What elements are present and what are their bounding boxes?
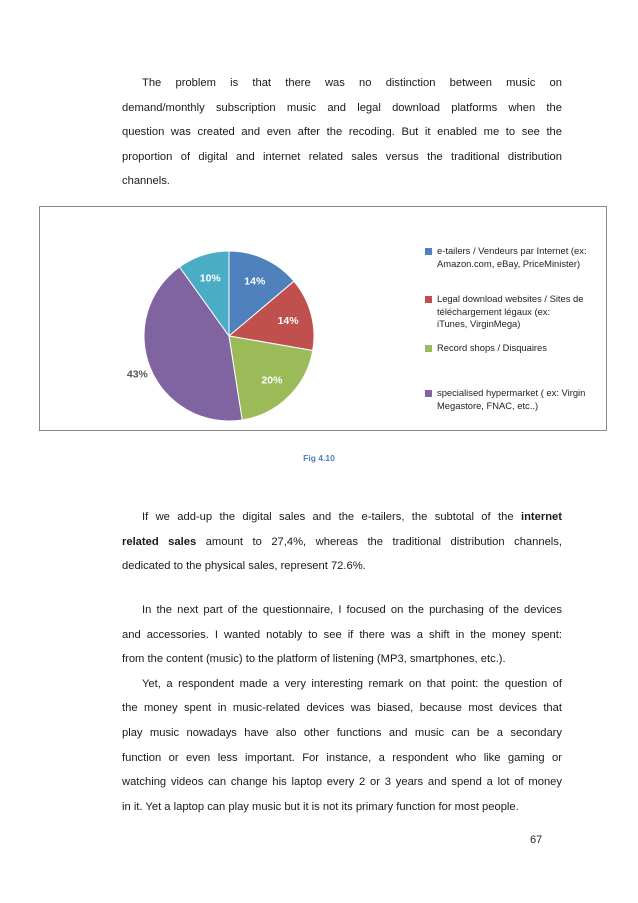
legend-swatch [425,248,432,255]
text-line: function or even less important. For instance, a respondent who like gaming or [122,751,562,764]
data-label: 14% [244,275,266,288]
text-line: The problem is that there was no distinction between music on [142,77,562,89]
text-line [122,505,562,530]
data-label: 10% [199,272,221,285]
text-line: demand/monthly subscription music and legal download platforms when the [122,101,562,114]
text-line: proportion of digital and internet related sales versus the traditional distribution [122,150,562,163]
legend-label: Record shops / Disquaires [437,342,547,353]
legend-label: Legal download websites / Sites de [437,293,584,304]
text-line [122,530,562,555]
page-number: 67 [530,834,543,846]
paragraph-devices [122,598,562,819]
legend-label: iTunes, VirginMega) [437,318,521,330]
text-line: dedicated to the physical sales, represent 72.6%. [122,560,366,573]
text-run: amount to 27,4%, whereas the traditional distribution channels, [205,535,562,548]
text-run: If we add-up the digital sales and the e-tailers, the subtotal of the [142,511,514,523]
data-label: 43% [126,368,148,381]
paragraph-intro [122,71,562,194]
text-line: In the next part of the questionnaire, I focused on the purchasing of the devices [142,604,562,616]
legend-item-record-shops [425,342,601,355]
text-line: play music nowadays have also other functions and music can be a secondary [122,726,562,739]
pie-chart-frame [39,206,607,431]
bold-term: related sales [122,535,197,548]
text-line: the money spent in music-related devices was biased, because most devices that [122,702,562,715]
legend-swatch [425,390,432,397]
legend-label: Megastore, FNAC, etc..) [437,399,539,411]
legend-item-hypermarket [425,387,601,412]
figure-caption: Fig 4.10 [303,453,335,463]
text-line: question was created and even after the recoding. But it enabled me to see the [122,126,562,139]
legend-swatch [425,296,432,303]
text-line: watching videos can change his laptop every 2 or 3 years and spend a lot of money [122,776,562,789]
legend-swatch [425,345,432,352]
legend-label: specialised hypermarket ( ex: Virgin [437,387,586,398]
legend-item-etailers [425,245,601,270]
bold-term: internet [520,511,562,523]
legend-label: Amazon.com, eBay, PriceMinister) [437,257,581,269]
text-line: and accessories. I wanted notably to see if there was a shift in the money spent: [122,628,562,641]
text-line: from the content (music) to the platform of listening (MP3, smartphones, etc.). [122,653,506,666]
text-line: in it. Yet a laptop can play music but it is not its primary function for most people. [122,800,519,813]
paragraph-subtotal [122,505,562,579]
legend-item-legal-download [425,293,601,331]
legend-label: e-tailers / Vendeurs par Internet (ex: [437,245,587,256]
data-label: 14% [277,315,299,328]
data-label: 20% [261,374,283,387]
text-line: Yet, a respondent made a very interesting remark on that point: the question of [142,677,562,690]
text-line: channels. [122,175,170,188]
legend-label: téléchargement légaux (ex: [437,305,551,317]
